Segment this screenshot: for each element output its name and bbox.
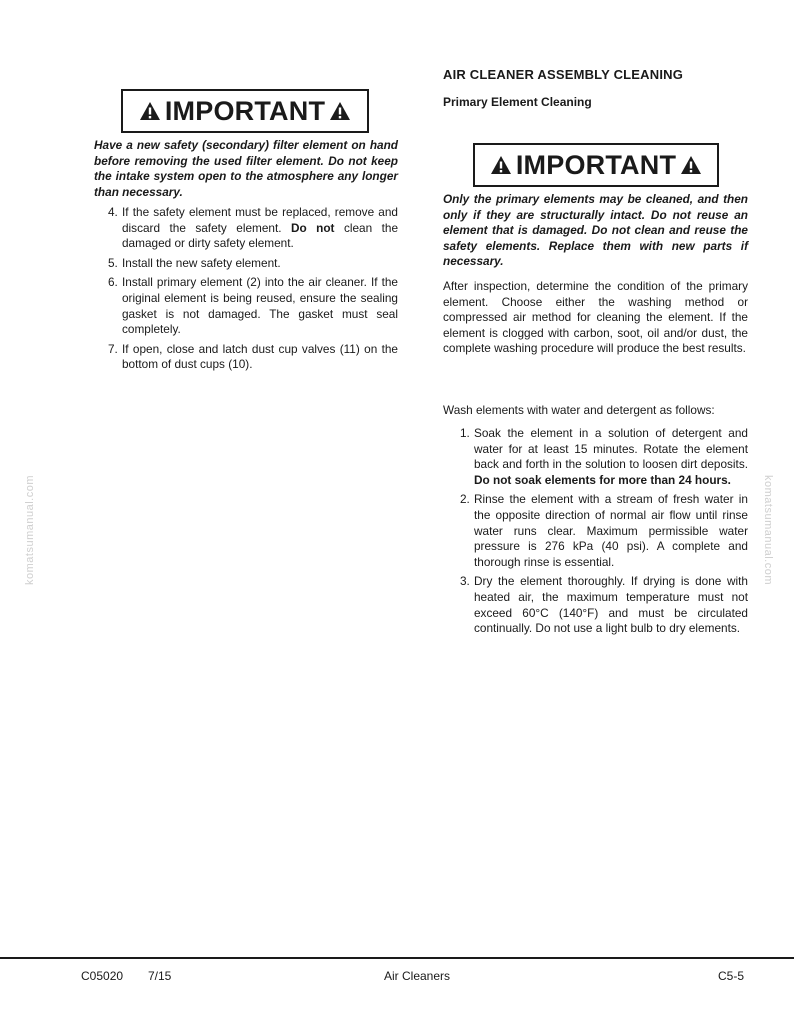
footer-doc-code: C05020 [81,969,124,983]
list-item [108,275,398,337]
step-emphasis: Do not soak elements for more than 24 hours. [474,472,731,487]
step-text: Rinse the element with a stream of fresh water in the opposite direction of normal air flow until rinse water runs clear. Maximum permissible water pressure is 276 kPa (40 psi). A complete and thorough rinse is essential. [474,492,748,569]
step-number: 3. [460,574,470,589]
warning-triangle-icon [139,101,161,121]
footer-date: 7/15 [148,969,172,983]
watermark-right: komatsumanual.com [762,475,774,585]
list-item [460,574,748,636]
inspection-paragraph: After inspection, determine the condition of the primary element. Choose either the washing method or compressed air method for cleaning the element. If the element is clogged with carbon, soot, oil and/or dust, the complete washing procedure will produce the best results. [443,279,748,356]
step-number: 7. [108,341,118,356]
important-warning-text: Have a new safety (secondary) filter element on hand before removing the used filter element. Do not keep the intake system open to the atmosphere any longer than necessary. [94,138,398,199]
step-number: 1. [460,426,470,440]
footer-chapter: Air Cleaners [384,969,451,983]
list-item [460,426,748,488]
warning-triangle-icon [680,155,702,175]
step-text: If the safety element must be replaced, remove and discard the safety element. [122,205,398,235]
warning-triangle-icon [329,101,351,121]
step-number: 5. [108,255,118,270]
watermark-left: komatsumanual.com [24,475,36,585]
step-number: 4. [108,205,118,219]
step-emphasis: Do not [290,220,335,235]
important-banner-right [473,143,719,187]
wash-intro: Wash elements with water and detergent as follows: [443,403,715,417]
left-steps-list [108,205,398,377]
list-item [108,205,398,252]
important-banner-left [121,89,369,133]
warning-triangle-icon [490,155,512,175]
step-text: Dry the element thoroughly. If drying is done with heated air, the maximum temperature must not exceed 60°C (140°F) and must be circulated continually. Do not use a light bulb to dry elements. [474,574,748,636]
section-title: AIR CLEANER ASSEMBLY CLEANING [443,67,684,82]
step-text: Install the new safety element. [122,255,281,270]
important-warning-text: Only the primary elements may be cleaned, and then only if they are structurally intact. Do not reuse an element that is damaged. Do not clean and reuse the safety elements. Replace them with new parts if necessary. [443,192,748,269]
right-steps-list [460,426,748,641]
step-text: Install primary element (2) into the air cleaner. If the original element is being reused, ensure the sealing gasket is not damaged. The gasket must seal completely. [122,275,398,337]
footer-divider [0,957,794,959]
step-number: 6. [108,275,118,290]
step-number: 2. [460,492,470,507]
step-text-after: clean the damaged or dirty safety element. [122,220,399,251]
step-text: Soak the element in a solution of detergent and water for at least 15 minutes. Rotate the element back and forth in the solution to loosen dirt deposits. [474,426,748,472]
step-text: If open, close and latch dust cup valves (11) on the bottom of dust cups (10). [122,341,398,372]
important-label: IMPORTANT [515,149,677,180]
footer-page-number: C5-5 [718,969,745,983]
list-item [108,342,398,373]
list-item [108,256,398,272]
list-item [460,492,748,570]
subsection-title: Primary Element Cleaning [443,95,592,109]
important-label: IMPORTANT [164,95,326,126]
